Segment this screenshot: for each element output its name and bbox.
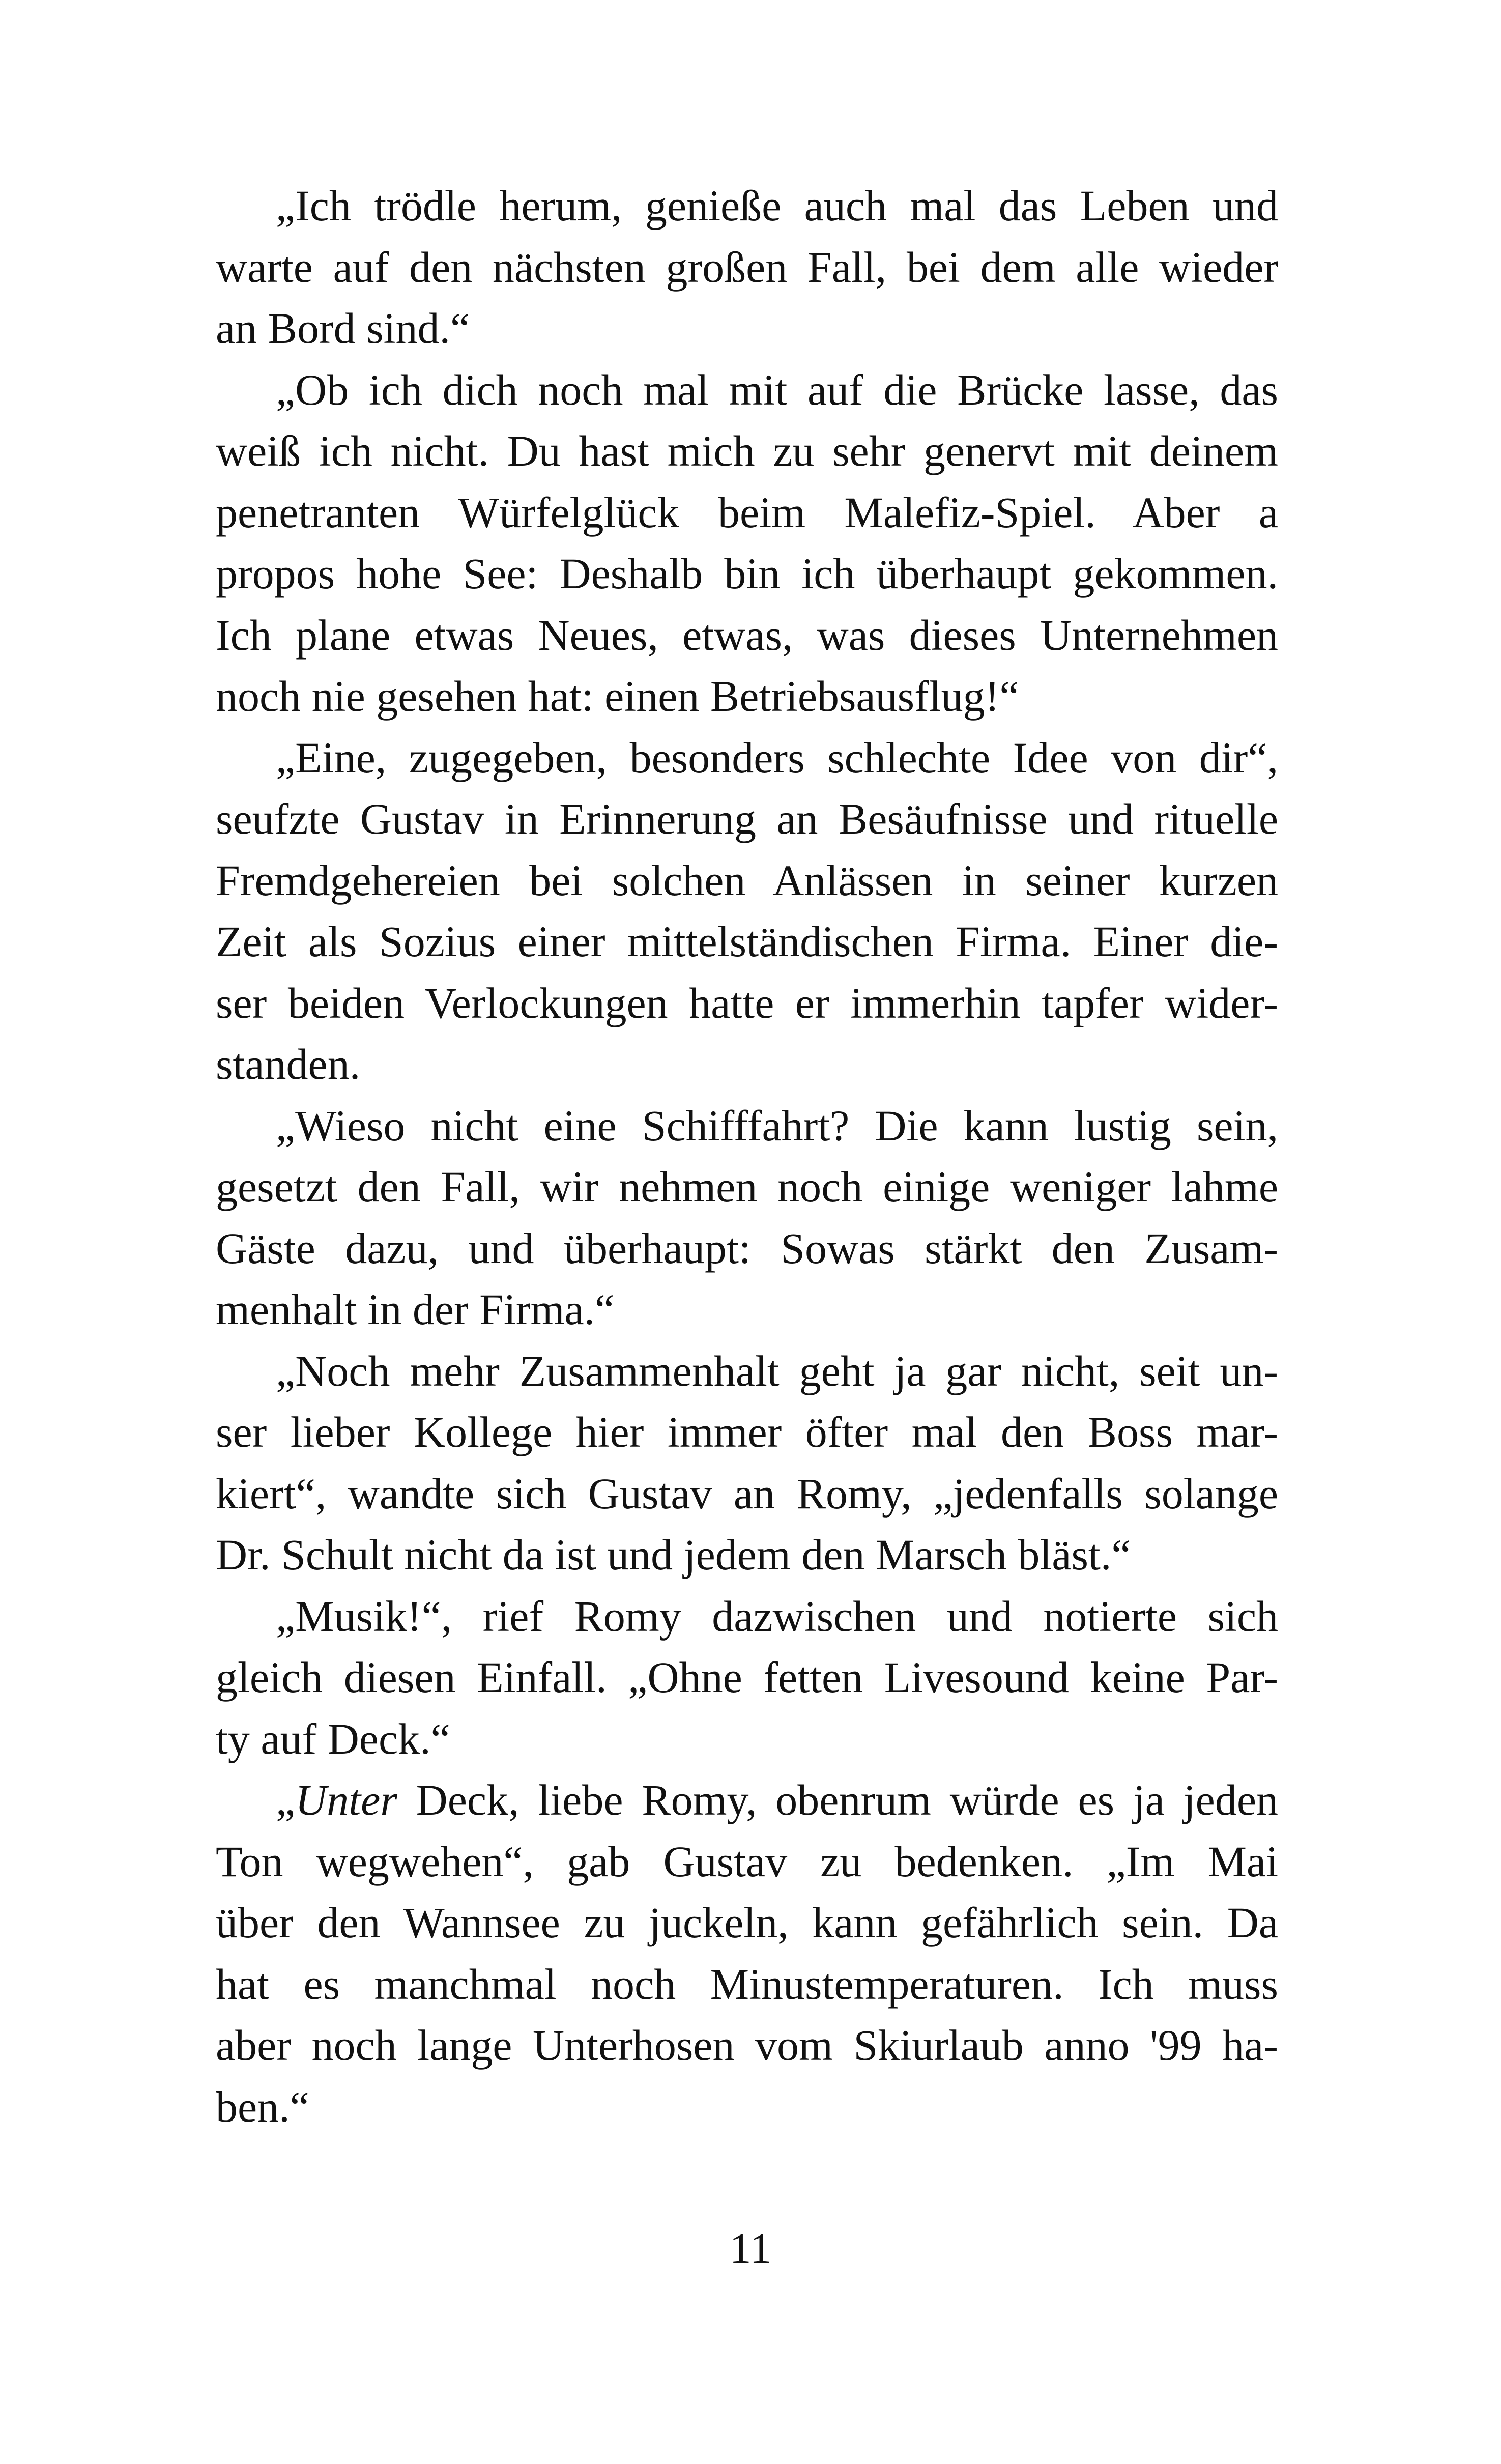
text-line: aber noch lange Unterhosen vom Skiurlaub anno '99 ha- [216,2021,1278,2070]
text-line: seufzte Gustav in Erinnerung an Besäufnisse und rituelle [216,794,1278,843]
text-line: Ton wegwehen“, gab Gustav zu bedenken. „Im Mai [216,1837,1278,1886]
body-text [216,175,1278,2137]
text-line: „Eine, zugegeben, besonders schlechte Idee von dir“, [276,733,1278,782]
text-line: noch nie gesehen hat: einen Betriebsausflug!“ [216,672,1019,721]
text-line [216,1769,1278,1831]
text-line: Fremdgehereien bei solchen Anlässen in seiner kurzen [216,855,1278,905]
text-line: Ich plane etwas Neues, etwas, was dieses Unternehmen [216,610,1278,660]
text-line: gleich diesen Einfall. „Ohne fetten Livesound keine Par- [216,1653,1278,1702]
text-line: „Ob ich dich noch mal mit auf die Brücke lasse, das [276,365,1278,414]
text-line: warte auf den nächsten großen Fall, bei dem alle wieder [216,242,1278,292]
text-line: hat es manchmal noch Minustemperaturen. Ich muss [216,1959,1278,2009]
text-line: an Bord sind.“ [216,304,470,353]
text-line: gesetzt den Fall, wir nehmen noch einige weniger lahme [216,1162,1278,1211]
text-line: ser lieber Kollege hier immer öfter mal den Boss mar- [216,1408,1278,1456]
text-line: „Musik!“, rief Romy dazwischen und notierte sich [276,1591,1278,1641]
text-line: propos hohe See: Deshalb bin ich überhaupt gekommen. [216,549,1278,598]
italic-word: Unter [295,1775,397,1824]
text-line: standen. [216,1040,361,1088]
text-line: kiert“, wandte sich Gustav an Romy, „jedenfalls solange [216,1469,1278,1518]
text-line: „Noch mehr Zusammenhalt geht ja gar nicht, seit un- [276,1346,1278,1395]
page-number: 11 [729,2224,772,2273]
opening-quote: „ [276,1775,296,1824]
line-text: Deck, liebe Romy, obenrum würde es ja jeden [397,1775,1278,1824]
text-line: „Wieso nicht eine Schifffahrt? Die kann lustig sein, [276,1101,1278,1150]
text-line: penetranten Würfelglück beim Malefiz-Spiel. Aber a [216,488,1278,537]
text-line: ben.“ [216,2082,309,2131]
text-line: Dr. Schult nicht da ist und jedem den Marsch bläst.“ [216,1530,1131,1579]
text-line: „Ich trödle herum, genieße auch mal das Leben und [276,181,1278,230]
text-line: ty auf Deck.“ [216,1714,450,1763]
text-line: Gäste dazu, und überhaupt: Sowas stärkt den Zusam- [216,1223,1278,1273]
text-line: über den Wannsee zu juckeln, kann gefährlich sein. Da [216,1898,1278,1947]
text-line: weiß ich nicht. Du hast mich zu sehr genervt mit deinem [216,426,1278,475]
text-line: menhalt in der Firma.“ [216,1285,615,1334]
text-line: Zeit als Sozius einer mittelständischen Firma. Einer die- [216,917,1278,966]
text-line: ser beiden Verlockungen hatte er immerhin tapfer wider- [216,978,1278,1027]
